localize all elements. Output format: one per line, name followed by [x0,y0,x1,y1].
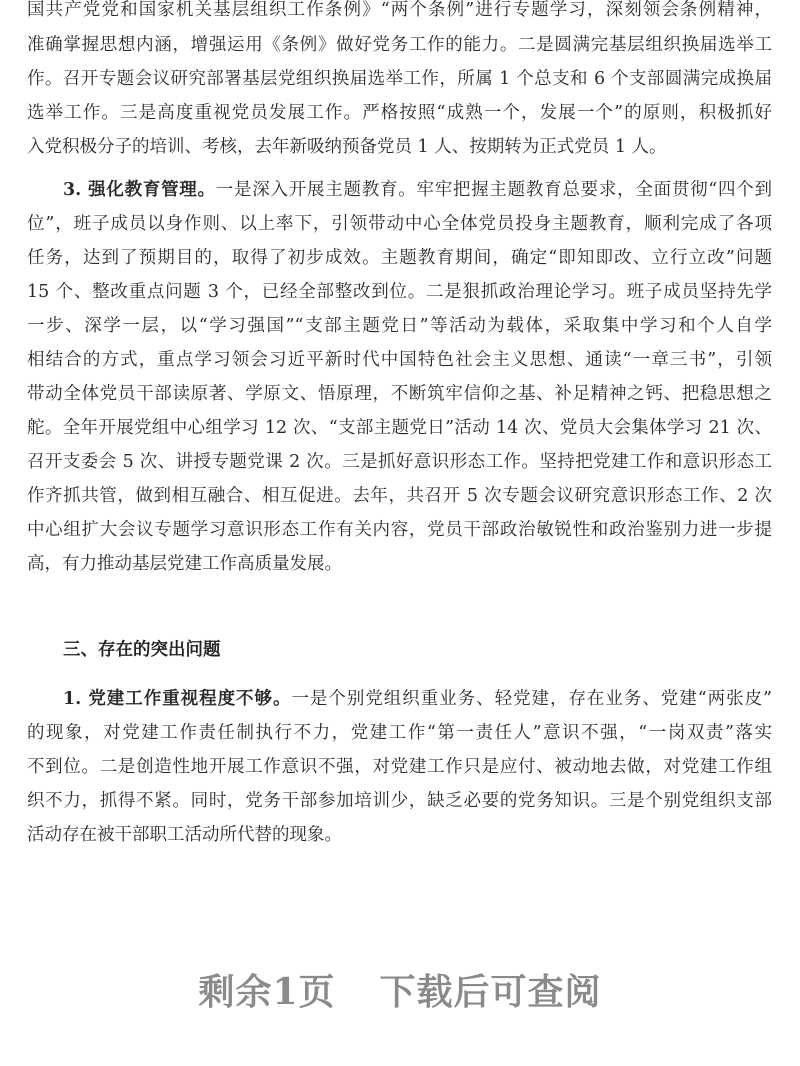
text-line: 国共产党党和国家机关基层组织工作条例》“两个条例”进行专题学习，深刻领会条例精神， [27,0,772,20]
text-line: 不到位。二是创造性地开展工作意识不强，对党建工作只是应付、被动地去做，对党建工作组 [27,757,772,777]
paragraph-text: 一是深入开展主题教育。牢牢把握主题教育总要求，全面贯彻“四个到 [215,180,772,200]
text-line: 织不力，抓得不紧。同时，党务干部参加培训少，缺乏必要的党务知识。三是个别党组织支部 [27,791,772,811]
text-line: 任务，达到了预期目的，取得了初步成效。主题教育期间，确定“即知即改、立行立改”问题 [27,248,772,268]
paragraph-first-line [63,682,772,716]
paragraph-first-line [63,173,772,207]
text-line: 召开支委会 5 次、讲授专题党课 2 次。三是抓好意识形态工作。坚持把党建工作和意识形态工 [27,452,772,472]
paragraph-lead: 3. 强化教育管理。 [63,180,216,200]
paragraph-text: 一是个别党组织重业务、轻党建，存在业务、党建“两张皮” [291,689,772,709]
section-heading: 三、存在的突出问题 [63,640,221,660]
download-prompt[interactable] [0,964,800,1015]
text-line: 的现象，对党建工作责任制执行不力，党建工作“第一责任人”意识不强，“一岗双责”落实 [27,723,772,743]
text-line: 高，有力推动基层党建工作高质量发展。 [27,554,342,574]
text-line: 准确掌握思想内涵，增强运用《条例》做好党务工作的能力。二是圆满完基层组织换届选举工 [27,35,772,55]
text-line: 相结合的方式，重点学习领会习近平新时代中国特色社会主义思想、通读“一章三书”，引领 [27,350,772,370]
text-line: 中心组扩大会议专题学习意识形态工作有关内容，党员干部政治敏锐性和政治鉴别力进一步提 [27,520,772,540]
text-line: 活动存在被干部职工活动所代替的现象。 [27,825,342,845]
text-line: 一步、深学一层，以“学习强国”“支部主题党日”等活动为载体，采取集中学习和个人自学 [27,316,772,336]
paragraph-lead: 1. 党建工作重视程度不够。 [63,689,292,709]
remaining-pages-label: 剩余1页 [198,971,336,1013]
text-line: 带动全体党员干部读原著、学原文、悟原理，不断筑牢信仰之基、补足精神之钙、把稳思想之 [27,384,772,404]
text-line: 15 个、整改重点问题 3 个，已经全部整改到位。二是狠抓政治理论学习。班子成员坚持先学 [27,282,772,302]
text-line: 舵。全年开展党组中心组学习 12 次、“支部主题党日”活动 14 次、党员大会集体学习 21 次、 [27,418,772,438]
text-line: 选举工作。三是高度重视党员发展工作。严格按照“成熟一个，发展一个”的原则，积极抓好 [27,103,772,123]
text-line: 作。召开专题会议研究部署基层党组织换届选举工作，所属 1 个总支和 6 个支部圆满完成换届 [27,69,772,89]
download-to-view-label[interactable]: 下载后可查阅 [379,971,602,1013]
text-line: 入党积极分子的培训、考核，去年新吸纳预备党员 1 人、按期转为正式党员 1 人。 [27,137,667,157]
text-line: 位”，班子成员以身作则、以上率下，引领带动中心全体党员投身主题教育，顺利完成了各项 [27,214,772,234]
text-line: 作齐抓共管，做到相互融合、相互促进。去年，共召开 5 次专题会议研究意识形态工作、2 次 [27,486,772,506]
